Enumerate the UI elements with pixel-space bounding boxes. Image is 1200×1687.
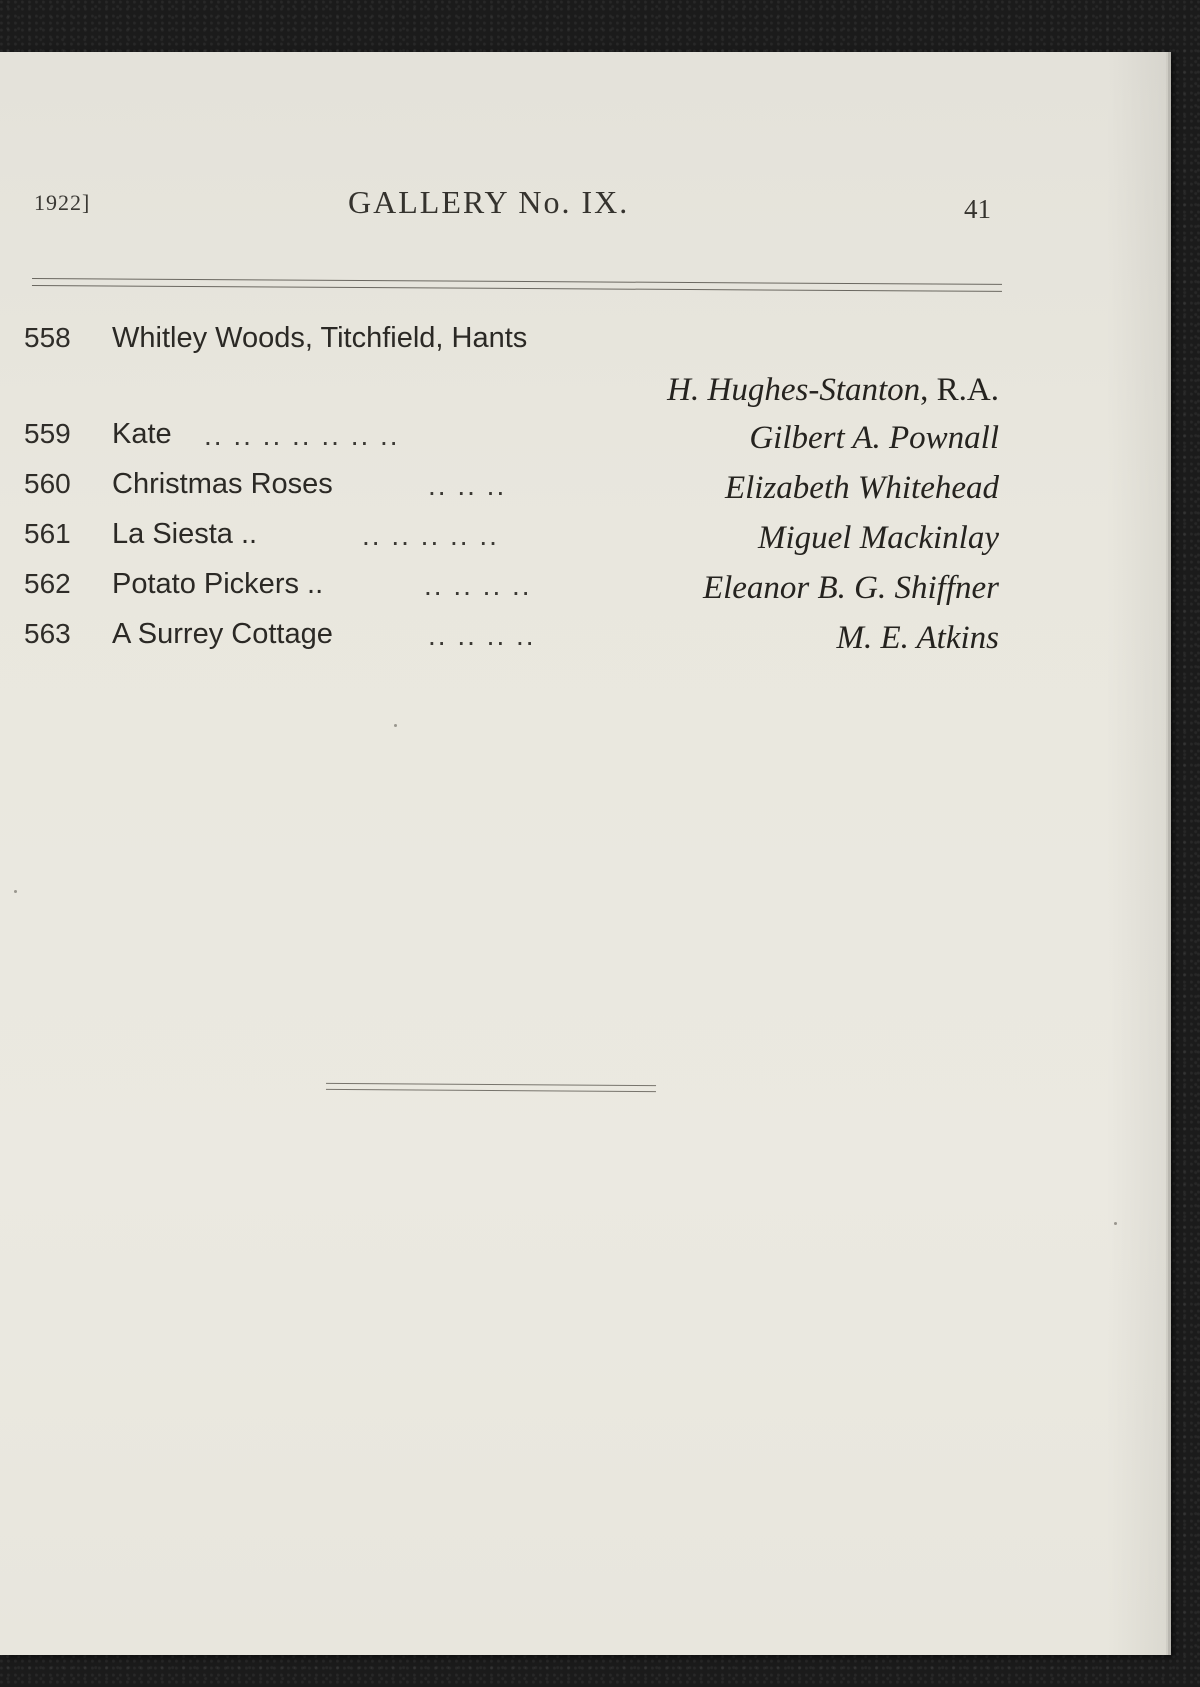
paper-speck	[394, 724, 397, 727]
entry-artist: Eleanor B. G. Shiffner	[702, 570, 999, 606]
entry-artist	[667, 372, 999, 409]
entry-artist-line	[24, 372, 999, 418]
entry-artist: M. E. Atkins	[836, 620, 999, 656]
catalogue-entries	[24, 322, 999, 668]
entry-number: 561	[24, 518, 71, 549]
page-number: 41	[964, 194, 991, 224]
dot-leaders: .. .. ..	[428, 470, 507, 501]
entry-title: A Surrey Cottage	[112, 618, 333, 650]
catalogue-entry	[24, 468, 999, 518]
entry-title: La Siesta ..	[112, 518, 258, 550]
paper-speck	[14, 890, 17, 893]
catalogue-entry	[24, 618, 999, 668]
catalogue-entry	[24, 568, 999, 618]
entry-number: 558	[24, 322, 71, 353]
dot-leaders: .. .. .. .. .. .. ..	[204, 420, 400, 451]
catalogue-page	[0, 52, 1166, 1655]
entry-number: 562	[24, 568, 71, 599]
gallery-title: GALLERY No. IX.	[348, 184, 630, 220]
end-rule	[326, 1083, 656, 1092]
entry-title: Kate	[112, 418, 172, 450]
catalogue-entry	[24, 418, 999, 468]
dot-leaders: .. .. .. ..	[424, 570, 532, 601]
entry-number: 559	[24, 418, 71, 449]
entry-artist: Miguel Mackinlay	[758, 520, 999, 556]
entry-number: 560	[24, 468, 71, 499]
entry-title: Christmas Roses	[112, 468, 333, 500]
dot-leaders: .. .. .. ..	[428, 620, 536, 651]
dot-leaders: .. .. .. .. ..	[362, 520, 499, 551]
entry-artist: Gilbert A. Pownall	[749, 420, 999, 456]
year-label: 1922]	[34, 190, 91, 215]
catalogue-entry	[24, 518, 999, 568]
catalogue-entry	[24, 322, 999, 372]
running-head	[0, 184, 1010, 244]
header-rule	[32, 278, 1002, 292]
entry-artist: Elizabeth Whitehead	[724, 470, 999, 506]
paper-speck	[1114, 1222, 1117, 1225]
artist-suffix: , R.A.	[920, 372, 999, 408]
artist-name: H. Hughes-Stanton	[667, 372, 921, 408]
entry-title: Potato Pickers ..	[112, 568, 324, 600]
entry-number: 563	[24, 618, 71, 649]
entry-title: Whitley Woods, Titchfield, Hants	[112, 322, 528, 354]
